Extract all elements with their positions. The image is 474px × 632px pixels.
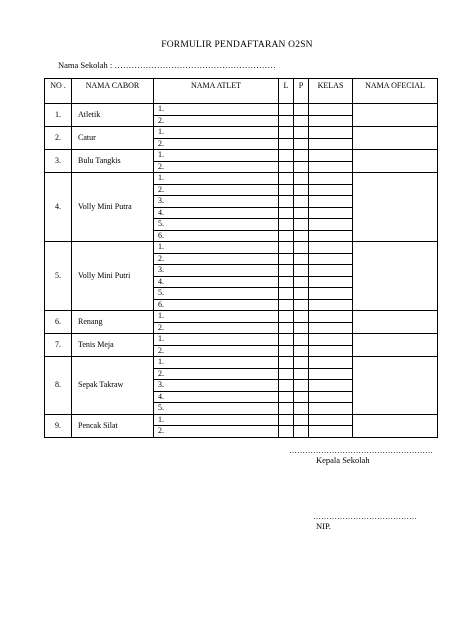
kelas-cell[interactable] [309,322,353,334]
sport-number: 7. [45,334,72,357]
gender-l-cell[interactable] [279,368,294,380]
gender-p-cell[interactable] [294,230,309,242]
kelas-cell[interactable] [309,345,353,357]
gender-p-cell[interactable] [294,138,309,150]
gender-p-cell[interactable] [294,184,309,196]
athlete-name-cell[interactable]: 5. [154,403,279,415]
kelas-cell[interactable] [309,150,353,162]
sport-name: Sepak Takraw [72,357,154,415]
gender-l-cell[interactable] [279,253,294,265]
kelas-cell[interactable] [309,173,353,185]
kelas-cell[interactable] [309,368,353,380]
gender-p-cell[interactable] [294,242,309,254]
sport-name: Catur [72,127,154,150]
athlete-name-cell[interactable]: 4. [154,207,279,219]
athlete-name-cell[interactable]: 3. [154,380,279,392]
athlete-name-cell[interactable]: 1. [154,127,279,139]
gender-p-cell[interactable] [294,414,309,426]
table-row [45,357,438,369]
kelas-cell[interactable] [309,138,353,150]
table-header-row [45,79,438,104]
athlete-name-cell[interactable]: 1. [154,357,279,369]
gender-p-cell[interactable] [294,380,309,392]
athlete-name-cell[interactable]: 2. [154,115,279,127]
gender-l-cell[interactable] [279,380,294,392]
official-name-cell[interactable] [353,357,438,415]
kelas-cell[interactable] [309,265,353,277]
header-atlet: NAMA ATLET [154,79,279,104]
gender-l-cell[interactable] [279,196,294,208]
table-row [45,242,438,254]
school-name-field: Nama Sekolah : ………………………………………………… [58,60,276,70]
table-row [45,173,438,185]
header-l: L [279,79,294,104]
athlete-name-cell[interactable]: 1. [154,150,279,162]
gender-l-cell[interactable] [279,184,294,196]
gender-l-cell[interactable] [279,299,294,311]
gender-p-cell[interactable] [294,196,309,208]
gender-p-cell[interactable] [294,357,309,369]
kelas-cell[interactable] [309,288,353,300]
kelas-cell[interactable] [309,357,353,369]
gender-l-cell[interactable] [279,357,294,369]
sport-number: 5. [45,242,72,311]
kelas-cell[interactable] [309,115,353,127]
official-name-cell[interactable] [353,104,438,127]
gender-p-cell[interactable] [294,368,309,380]
kelas-cell[interactable] [309,380,353,392]
table-row [45,127,438,139]
gender-l-cell[interactable] [279,127,294,139]
athlete-name-cell[interactable]: 4. [154,276,279,288]
kelas-cell[interactable] [309,104,353,116]
gender-l-cell[interactable] [279,403,294,415]
gender-l-cell[interactable] [279,391,294,403]
sport-number: 3. [45,150,72,173]
gender-l-cell[interactable] [279,207,294,219]
gender-p-cell[interactable] [294,161,309,173]
athlete-name-cell[interactable]: 4. [154,391,279,403]
sport-name: Volly Mini Putri [72,242,154,311]
registration-table [44,78,438,438]
kelas-cell[interactable] [309,161,353,173]
gender-l-cell[interactable] [279,230,294,242]
table-body [45,104,438,438]
official-name-cell[interactable] [353,334,438,357]
kelas-cell[interactable] [309,242,353,254]
gender-p-cell[interactable] [294,276,309,288]
gender-p-cell[interactable] [294,311,309,323]
athlete-name-cell[interactable]: 3. [154,196,279,208]
kelas-cell[interactable] [309,299,353,311]
nip-line: ………………………………… [313,512,417,521]
gender-l-cell[interactable] [279,414,294,426]
gender-l-cell[interactable] [279,426,294,438]
table-row [45,104,438,116]
athlete-name-cell[interactable]: 6. [154,230,279,242]
gender-p-cell[interactable] [294,150,309,162]
gender-l-cell[interactable] [279,345,294,357]
nip-label: NIP. [316,521,331,531]
header-cabor: NAMA CABOR [72,79,154,104]
sport-name: Pencak Silat [72,414,154,437]
kelas-cell[interactable] [309,403,353,415]
gender-p-cell[interactable] [294,173,309,185]
gender-p-cell[interactable] [294,288,309,300]
sport-name: Tenis Meja [72,334,154,357]
gender-l-cell[interactable] [279,115,294,127]
kelas-cell[interactable] [309,219,353,231]
athlete-name-cell[interactable]: 6. [154,299,279,311]
kelas-cell[interactable] [309,414,353,426]
athlete-name-cell[interactable]: 1. [154,311,279,323]
gender-l-cell[interactable] [279,219,294,231]
sport-name: Bulu Tangkis [72,150,154,173]
sport-number: 1. [45,104,72,127]
official-name-cell[interactable] [353,173,438,242]
athlete-name-cell[interactable]: 1. [154,242,279,254]
gender-p-cell[interactable] [294,127,309,139]
kelas-cell[interactable] [309,196,353,208]
gender-p-cell[interactable] [294,345,309,357]
gender-p-cell[interactable] [294,299,309,311]
gender-l-cell[interactable] [279,311,294,323]
athlete-name-cell[interactable]: 2. [154,322,279,334]
kelas-cell[interactable] [309,127,353,139]
table-row [45,414,438,426]
sport-number: 6. [45,311,72,334]
gender-l-cell[interactable] [279,322,294,334]
sport-number: 9. [45,414,72,437]
athlete-name-cell[interactable]: 2. [154,253,279,265]
gender-p-cell[interactable] [294,265,309,277]
athlete-name-cell[interactable]: 1. [154,334,279,346]
athlete-name-cell[interactable]: 2. [154,138,279,150]
athlete-name-cell[interactable]: 2. [154,345,279,357]
gender-p-cell[interactable] [294,115,309,127]
gender-l-cell[interactable] [279,150,294,162]
athlete-name-cell[interactable]: 5. [154,288,279,300]
gender-l-cell[interactable] [279,173,294,185]
gender-l-cell[interactable] [279,242,294,254]
kelas-cell[interactable] [309,184,353,196]
gender-p-cell[interactable] [294,207,309,219]
kelas-cell[interactable] [309,276,353,288]
gender-l-cell[interactable] [279,265,294,277]
gender-l-cell[interactable] [279,276,294,288]
kelas-cell[interactable] [309,253,353,265]
athlete-name-cell[interactable]: 2. [154,161,279,173]
gender-l-cell[interactable] [279,334,294,346]
gender-l-cell[interactable] [279,161,294,173]
form-title: FORMULIR PENDAFTARAN O2SN [161,40,313,50]
gender-l-cell[interactable] [279,288,294,300]
gender-p-cell[interactable] [294,426,309,438]
sport-number: 2. [45,127,72,150]
sport-number: 8. [45,357,72,415]
official-name-cell[interactable] [353,242,438,311]
table-row [45,150,438,162]
gender-p-cell[interactable] [294,219,309,231]
sport-name: Atletik [72,104,154,127]
sport-name: Renang [72,311,154,334]
athlete-name-cell[interactable]: 1. [154,104,279,116]
athlete-name-cell[interactable]: 5. [154,219,279,231]
athlete-name-cell[interactable]: 1. [154,414,279,426]
gender-p-cell[interactable] [294,334,309,346]
header-ofecial: NAMA OFECIAL [353,79,438,104]
principal-label: Kepala Sekolah [316,455,370,465]
gender-p-cell[interactable] [294,322,309,334]
table-row [45,311,438,323]
athlete-name-cell[interactable]: 2. [154,184,279,196]
kelas-cell[interactable] [309,391,353,403]
kelas-cell[interactable] [309,334,353,346]
gender-p-cell[interactable] [294,391,309,403]
official-name-cell[interactable] [353,150,438,173]
kelas-cell[interactable] [309,311,353,323]
gender-l-cell[interactable] [279,138,294,150]
gender-l-cell[interactable] [279,104,294,116]
header-kelas: KELAS [309,79,353,104]
gender-p-cell[interactable] [294,253,309,265]
athlete-name-cell[interactable]: 1. [154,173,279,185]
official-name-cell[interactable] [353,127,438,150]
gender-p-cell[interactable] [294,403,309,415]
header-no: NO . [45,79,72,104]
athlete-name-cell[interactable]: 3. [154,265,279,277]
official-name-cell[interactable] [353,414,438,437]
kelas-cell[interactable] [309,426,353,438]
athlete-name-cell[interactable]: 2. [154,426,279,438]
athlete-name-cell[interactable]: 2. [154,368,279,380]
kelas-cell[interactable] [309,207,353,219]
signature-line: ……………………………………………… [289,446,433,455]
sport-number: 4. [45,173,72,242]
official-name-cell[interactable] [353,311,438,334]
table-row [45,334,438,346]
sport-name: Volly Mini Putra [72,173,154,242]
header-p: P [294,79,309,104]
kelas-cell[interactable] [309,230,353,242]
gender-p-cell[interactable] [294,104,309,116]
